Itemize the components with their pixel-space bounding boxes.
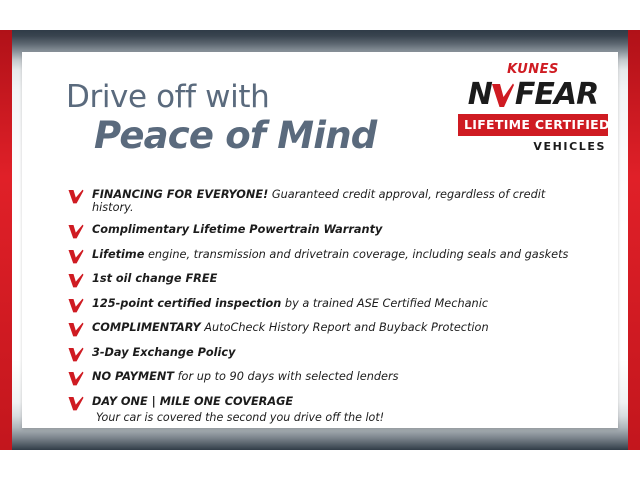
list-item-text — [92, 188, 588, 215]
list-item — [68, 346, 588, 362]
list-item-bold: COMPLIMENTARY — [92, 321, 201, 335]
logo-letter-n: N — [467, 77, 492, 112]
logo-brand-text: KUNES — [507, 62, 559, 77]
list-item — [68, 272, 588, 288]
headline-line-2: Peace of Mind — [94, 114, 377, 157]
list-item-text — [92, 346, 235, 359]
red-checkmark-icon — [68, 347, 84, 362]
list-item-text — [92, 297, 488, 310]
list-item — [68, 223, 588, 239]
list-item-rest: Guaranteed credit approval, regardless of credit history. — [92, 188, 546, 215]
list-item-rest: for up to 90 days with selected lenders — [173, 370, 399, 384]
red-checkmark-icon — [68, 298, 84, 313]
list-item — [68, 248, 588, 264]
list-item-bold: 1st oil change FREE — [92, 272, 218, 286]
red-checkmark-icon — [68, 189, 84, 204]
list-item — [68, 395, 588, 424]
red-stripe-right — [628, 30, 640, 450]
letterbox-bottom — [0, 450, 640, 480]
red-stripe-left — [0, 30, 12, 450]
headline — [66, 79, 466, 157]
logo-no-fear-wordmark — [458, 78, 608, 112]
red-checkmark-icon — [68, 224, 84, 239]
red-checkmark-icon — [68, 273, 84, 288]
list-item-text — [92, 321, 489, 334]
list-item — [68, 188, 588, 215]
list-item-bold: NO PAYMENT — [92, 370, 174, 384]
list-item-rest: engine, transmission and drivetrain coverage, including seals and gaskets — [144, 247, 569, 261]
list-item-bold: 3-Day Exchange Policy — [92, 345, 236, 359]
list-item-subtext: Your car is covered the second you drive off the lot! — [96, 410, 385, 424]
logo-ribbon-text: LIFETIME CERTIFIED — [458, 114, 608, 136]
red-checkmark-icon — [68, 249, 84, 264]
list-item-rest: AutoCheck History Report and Buyback Protection — [200, 321, 489, 335]
headline-line-1: Drive off with — [66, 79, 270, 115]
red-checkmark-icon — [68, 322, 84, 337]
logo-vehicles-text: VEHICLES — [533, 140, 606, 153]
list-item — [68, 370, 588, 386]
red-checkmark-icon — [491, 82, 515, 108]
list-item-text — [92, 395, 384, 424]
list-item-bold: DAY ONE | MILE ONE COVERAGE — [92, 394, 294, 408]
list-item — [68, 321, 588, 337]
list-item-text — [92, 223, 382, 236]
list-item-bold: Complimentary Lifetime Powertrain Warranty — [92, 223, 383, 237]
letterbox-top — [0, 0, 640, 30]
list-item-text — [92, 370, 399, 383]
benefits-list — [68, 188, 588, 433]
list-item — [68, 297, 588, 313]
list-item-text — [92, 248, 568, 261]
list-item-bold: 125-point certified inspection — [92, 296, 282, 310]
list-item-bold: Lifetime — [92, 247, 145, 261]
logo-letters-fear: FEAR — [514, 77, 599, 112]
list-item-text — [92, 272, 217, 285]
kunes-no-fear-logo — [458, 62, 608, 153]
list-item-bold: FINANCING FOR EVERYONE! — [92, 188, 269, 201]
list-item-rest: by a trained ASE Certified Mechanic — [281, 296, 489, 310]
red-checkmark-icon — [68, 396, 84, 411]
red-checkmark-icon — [68, 371, 84, 386]
